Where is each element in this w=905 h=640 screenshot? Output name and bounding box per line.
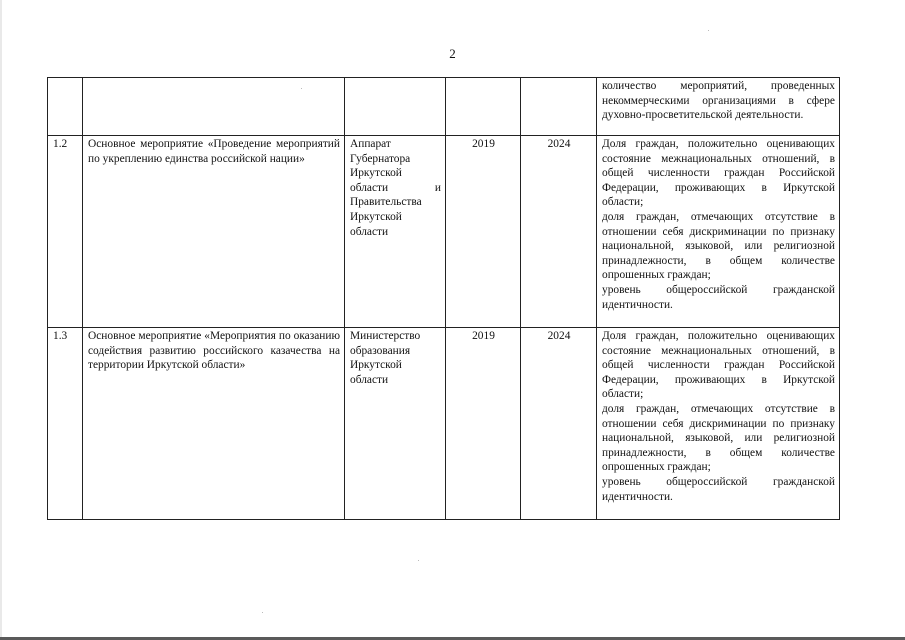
- row-number-cell: 1.3: [48, 328, 83, 520]
- end-year-cell: [521, 78, 597, 136]
- indicator-text: Доля граждан, положительно оценивающих состояние межнациональных отношений, в общей численности граждан Российской Федерации, проживающих в Иркутской области;: [602, 138, 835, 209]
- row-number-cell: 1.2: [48, 136, 83, 328]
- executor-cell: [345, 78, 446, 136]
- indicator-text: количество мероприятий, проведенных некоммерческими организациями в сфере духовно-просветительской деятельности.: [602, 80, 835, 122]
- start-year-cell: [446, 78, 521, 136]
- start-year-cell: 2019: [446, 136, 521, 328]
- indicators-cell: [597, 328, 840, 520]
- indicator-text: доля граждан, отмечающих отсутствие в отношении себя дискриминации по признаку национальной, языковой, или религиозной принадлежности, в общем количестве опрошенных граждан;: [602, 402, 835, 474]
- executor-cell: Министерство образования Иркутской области: [345, 328, 446, 520]
- table-row: [48, 78, 840, 136]
- end-year-cell: 2024: [521, 136, 597, 328]
- executor-cell: Аппарат Губернатора Иркутской области и Правительства Иркутской области: [345, 136, 446, 328]
- page-number: 2: [449, 46, 456, 61]
- table-row: [48, 136, 840, 328]
- indicator-text: Доля граждан, положительно оценивающих состояние межнациональных отношений, в общей численности граждан Российской Федерации, проживающих в Иркутской области;: [602, 330, 835, 401]
- scan-speck: [262, 612, 263, 613]
- program-activities-table: [47, 77, 840, 520]
- indicators-cell: [597, 78, 840, 136]
- start-year-cell: 2019: [446, 328, 521, 520]
- scan-edge-shadow: [0, 0, 2, 640]
- scan-speck: [708, 30, 709, 31]
- event-cell: [83, 78, 345, 136]
- scan-speck: [418, 560, 419, 561]
- end-year-cell: 2024: [521, 328, 597, 520]
- table-row: [48, 328, 840, 520]
- event-cell: Основное мероприятие «Мероприятия по оказанию содействия развитию российского казачества на территории Иркутской области»: [83, 328, 345, 520]
- indicators-cell: [597, 136, 840, 328]
- indicator-text: доля граждан, отмечающих отсутствие в отношении себя дискриминации по признаку национальной, языковой, или религиозной принадлежности, в общем количестве опрошенных граждан;: [602, 210, 835, 282]
- row-number-cell: [48, 78, 83, 136]
- indicator-text: уровень общероссийской гражданской идентичности.: [602, 475, 835, 503]
- event-cell: Основное мероприятие «Проведение мероприятий по укреплению единства российской нации»: [83, 136, 345, 328]
- indicator-text: уровень общероссийской гражданской идентичности.: [602, 283, 835, 311]
